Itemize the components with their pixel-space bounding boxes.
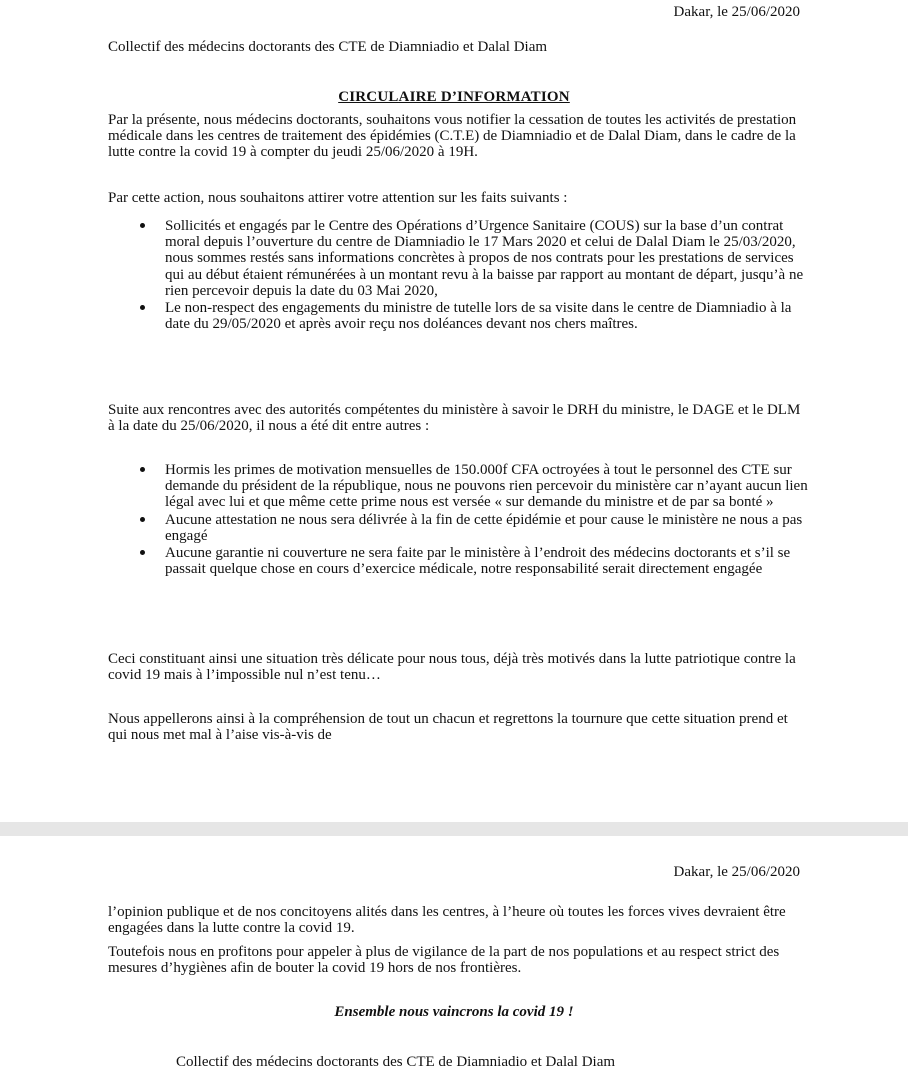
list-item-text: Sollicités et engagés par le Centre des Opérations d’Urgence Sanitaire (COUS) sur la base d’un contrat moral depuis l’ouverture du centre de Diamniadio le 17 Mars 2020 et celui de Dalal Diam le 25/03/2020, nous sommes restés sans informations concrètes à propos de nos contrats pour les prestations de services qui au début étaient rémunérées à un montant revu à la baisse par rapport au montant de départ, jusqu’à ne rien percevoir depuis la date du 03 Mai 2020,: [165, 218, 804, 299]
page-separator: [0, 822, 908, 836]
page-date: Dakar, le 25/06/2020: [673, 864, 800, 880]
bullet-icon: [140, 467, 145, 472]
bullet-icon: [140, 517, 145, 522]
meetings-paragraph: Suite aux rencontres avec des autorités compétentes du ministère à savoir le DRH du ministre, le DAGE et le DLM à la date du 25/06/2020, il nous a été dit entre autres :: [108, 402, 801, 435]
list-item-text: Le non-respect des engagements du ministre de tutelle lors de sa visite dans le centre de Diamniadio à la date du 29/05/2020 et après avoir reçu nos doléances devant nos chers maîtres.: [165, 300, 792, 333]
list-item: [108, 218, 808, 299]
vigilance-paragraph: Toutefois nous en profitons pour appeler à plus de vigilance de la part de nos populations et au respect strict des mesures d’hygiènes afin de bouter la covid 19 hors de nos frontières.: [108, 944, 780, 977]
organization-header: Collectif des médecins doctorants des CTE de Diamniadio et Dalal Diam: [108, 39, 548, 55]
bullet-icon: [140, 223, 145, 228]
continuation-paragraph: l’opinion publique et de nos concitoyens alités dans les centres, à l’heure où toutes les forces vives devraient être engagées dans la lutte contre la covid 19.: [108, 904, 786, 937]
document-page-2: [0, 836, 908, 1080]
slogan: Ensemble nous vaincrons la covid 19 !: [334, 1004, 574, 1020]
list-item: [108, 462, 808, 511]
appeal-paragraph: Nous appellerons ainsi à la compréhension de tout un chacun et regrettons la tournure que cette situation prend et qui nous met mal à l’aise vis-à-vis de: [108, 711, 788, 744]
situation-paragraph: Ceci constituant ainsi une situation très délicate pour nous tous, déjà très motivés dans la lutte patriotique contre la covid 19 mais à l’impossible nul n’est tenu…: [108, 651, 796, 684]
signature: Collectif des médecins doctorants des CTE de Diamniadio et Dalal Diam: [176, 1054, 616, 1070]
list-item: [108, 512, 808, 544]
list-item-text: Hormis les primes de motivation mensuelles de 150.000f CFA octroyées à tout le personnel des CTE sur demande du président de la république, nous ne pouvons rien percevoir du ministère car n’ayant aucun lien légal avec lui et que même cette prime nous est versée « sur demande du ministre et de par sa bonté »: [165, 462, 808, 511]
list-item-text: Aucune attestation ne nous sera délivrée à la fin de cette épidémie et pour cause le ministère ne nous a pas engagé: [165, 511, 803, 544]
bullet-icon: [140, 305, 145, 310]
list-item: [108, 545, 808, 577]
list-item-text: Aucune garantie ni couverture ne sera faite par le ministère à l’endroit des médecins doctorants et s’il se passait quelque chose en cours d’exercice médicale, notre responsabilité serait directement engagée: [165, 545, 791, 578]
bullet-icon: [140, 550, 145, 555]
list-item: [108, 300, 808, 332]
statements-list: [108, 462, 808, 578]
facts-list: [108, 218, 808, 333]
intro-paragraph: Par la présente, nous médecins doctorants, souhaitons vous notifier la cessation de toutes les activités de prestation médicale dans les centres de traitement des épidémies (C.T.E) de Diamniadio et de Dalal Diam, dans le cadre de la lutte contre la covid 19 à compter du jeudi 25/06/2020 à 19H.: [108, 112, 797, 161]
page-date: Dakar, le 25/06/2020: [673, 4, 800, 20]
attention-paragraph: Par cette action, nous souhaitons attirer votre attention sur les faits suivants :: [108, 190, 568, 206]
document-title: CIRCULAIRE D’INFORMATION: [338, 89, 570, 105]
